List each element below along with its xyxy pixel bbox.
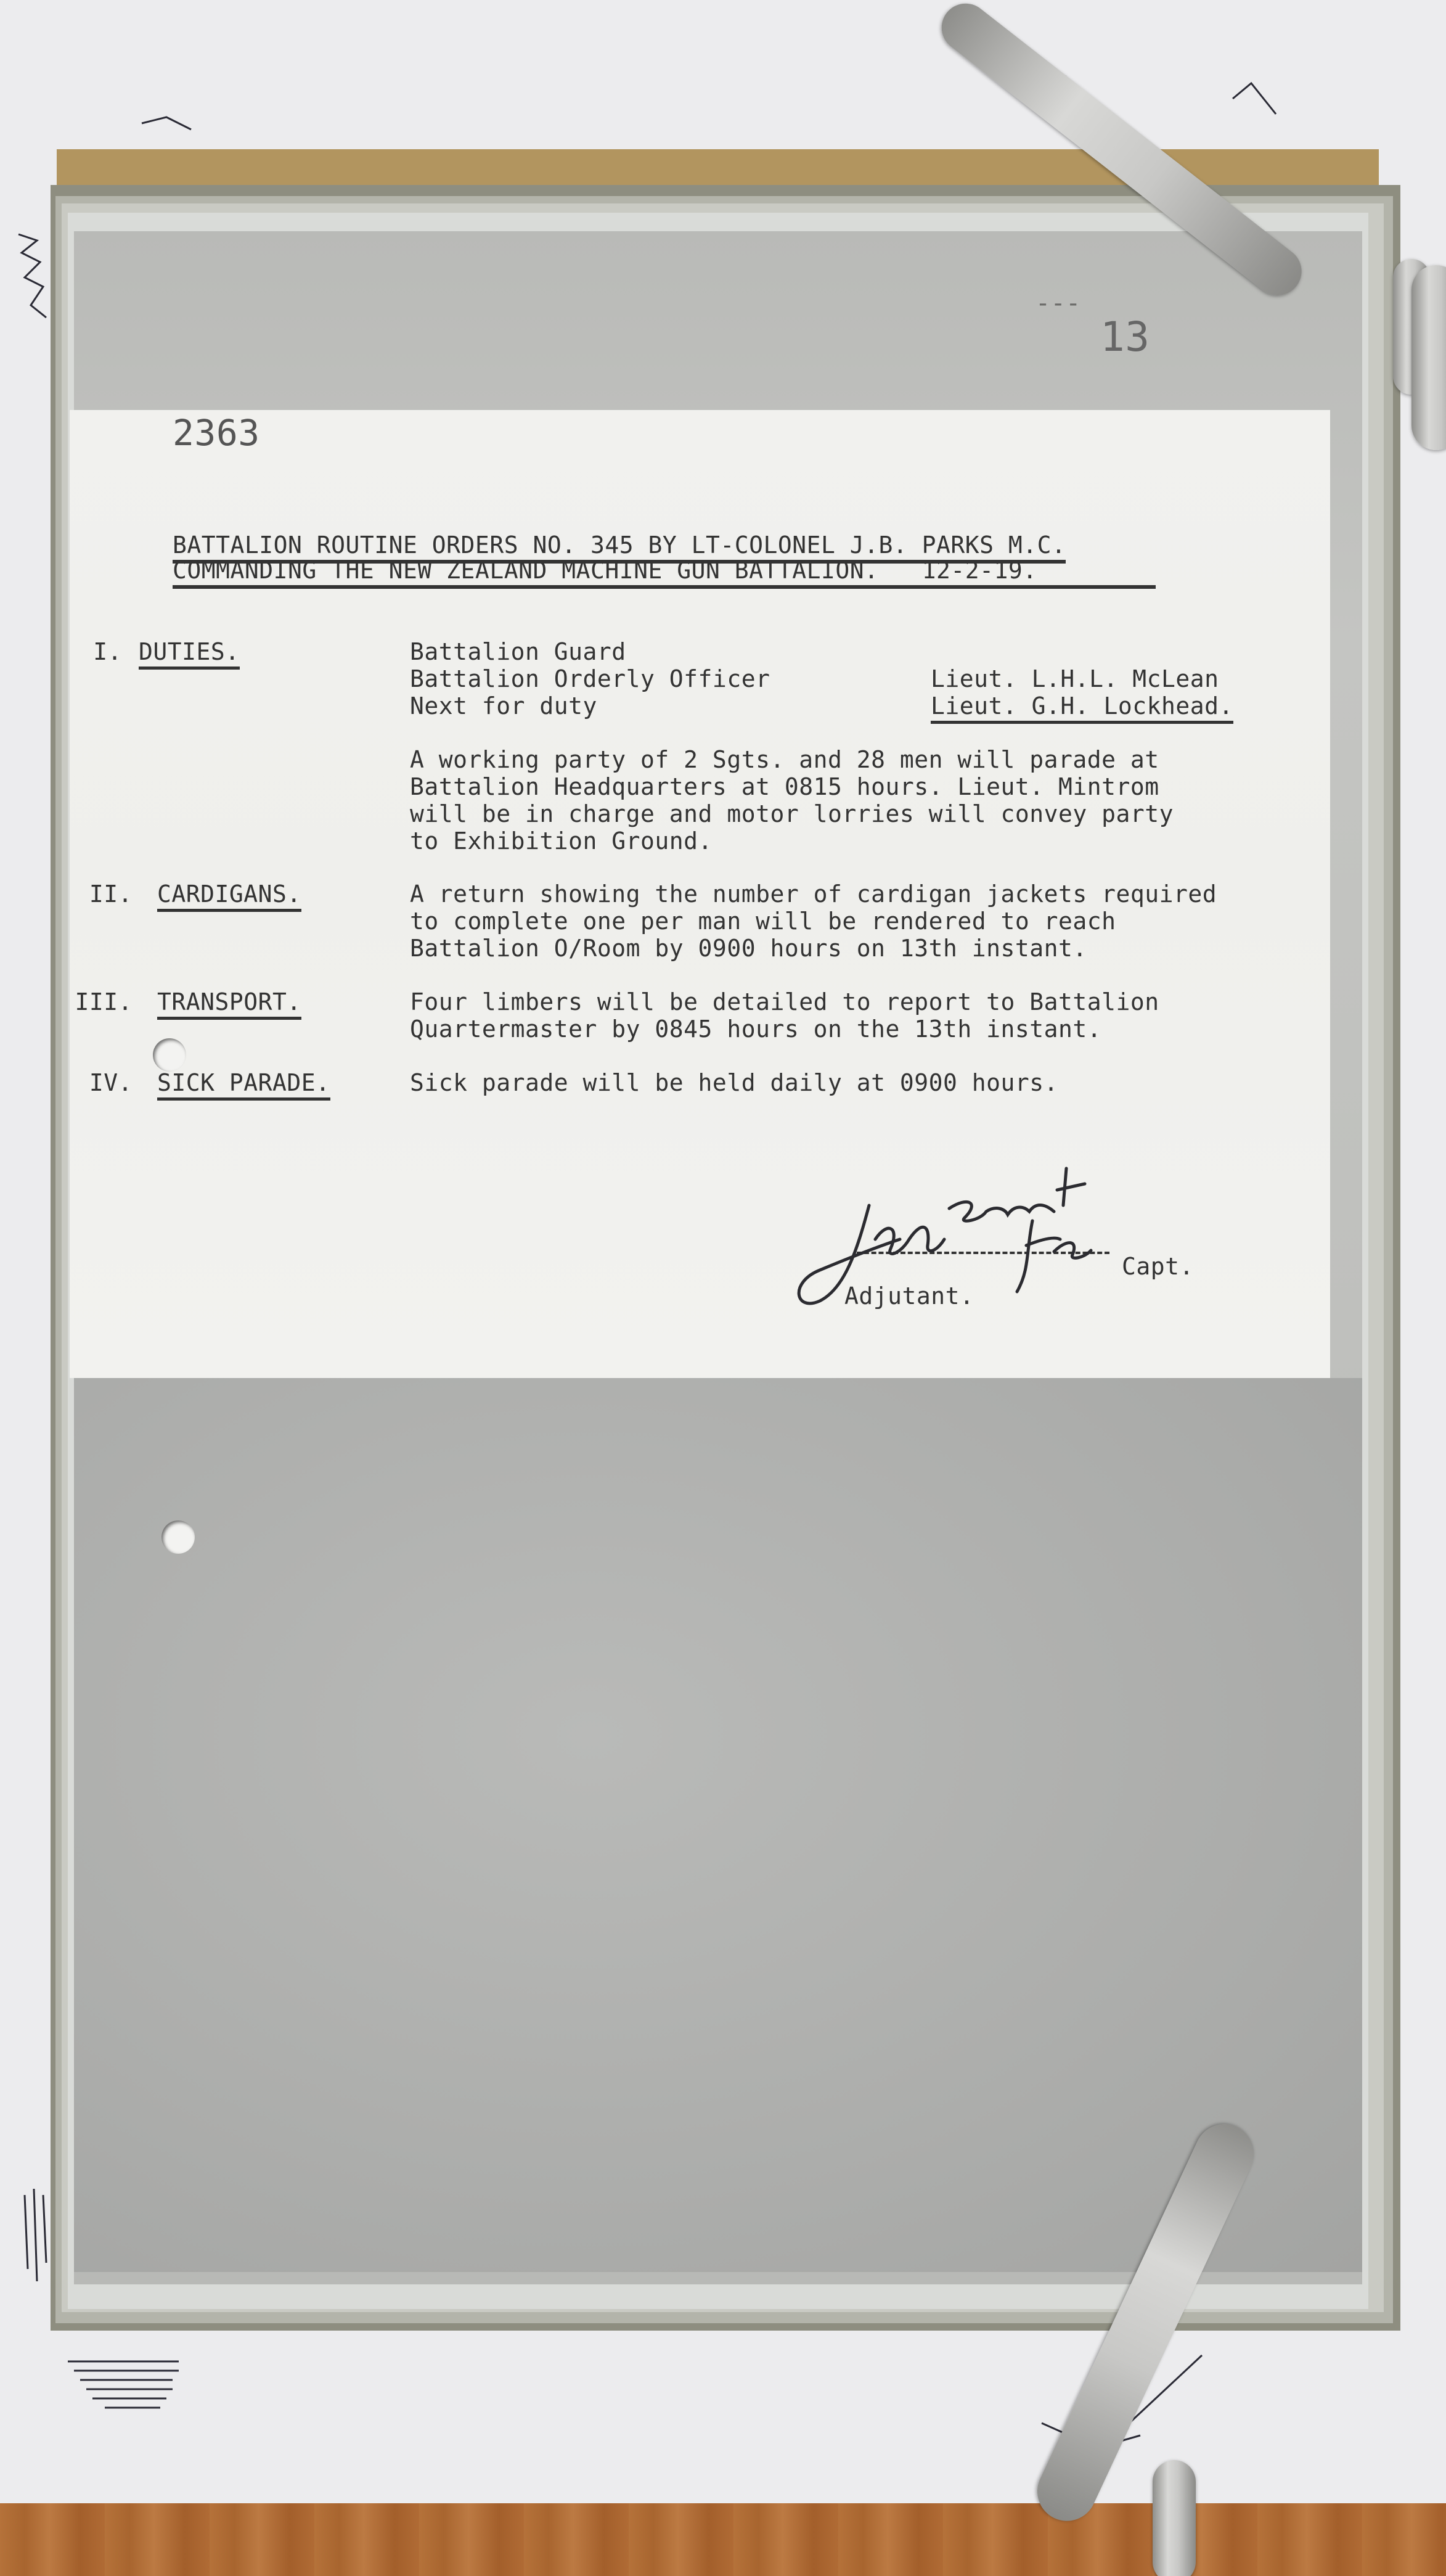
section-paragraph-line: to Exhibition Ground. — [410, 827, 713, 855]
page-number-mark: --- — [1035, 289, 1081, 318]
section-paragraph-line: Battalion Headquarters at 0815 hours. Lieut. Mintrom — [410, 773, 1159, 800]
section-number: I. — [93, 638, 122, 665]
section-paragraph-line: A working party of 2 Sgts. and 28 men will parade at — [410, 746, 1159, 773]
section-title — [157, 988, 301, 1020]
duty-officer-text: Lieut. G.H. Lockhead. — [931, 692, 1233, 724]
section-number: II. — [89, 880, 133, 908]
page-number: 13 — [1100, 313, 1150, 361]
section-number: IV. — [89, 1069, 133, 1096]
handwritten-signature — [783, 1147, 1103, 1344]
punch-hole — [153, 1038, 186, 1072]
duty-name: Battalion Guard — [410, 638, 626, 665]
duty-name: Battalion Orderly Officer — [410, 665, 770, 692]
duty-officer: Lieut. L.H.L. McLean — [931, 665, 1219, 692]
header-line-2: COMMANDING THE NEW ZEALAND MACHINE GUN BATTALION. 12-2-19. — [173, 557, 1156, 589]
duty-officer — [931, 692, 1233, 724]
section-title — [157, 880, 301, 912]
section-title-text: TRANSPORT. — [157, 988, 301, 1020]
section-paragraph-line: A return showing the number of cardigan jackets required — [410, 880, 1217, 908]
section-paragraph-line: Quartermaster by 0845 hours on the 13th instant. — [410, 1015, 1102, 1043]
section-title-text: SICK PARADE. — [157, 1069, 330, 1101]
binding-cord — [1411, 265, 1446, 450]
section-title — [157, 1069, 330, 1101]
binding-cord — [1153, 2460, 1196, 2576]
signature-title: Adjutant. — [844, 1282, 974, 1310]
section-title-text: CARDIGANS. — [157, 880, 301, 912]
section-title — [139, 638, 240, 670]
section-number: III. — [75, 988, 133, 1015]
punch-hole — [161, 1520, 195, 1554]
duty-name: Next for duty — [410, 692, 597, 720]
section-paragraph-line: Four limbers will be detailed to report to Battalion — [410, 988, 1159, 1015]
wooden-table — [0, 2503, 1446, 2576]
tissue-lower — [74, 1378, 1362, 2272]
section-title-text: DUTIES. — [139, 638, 240, 670]
signature-rank: Capt. — [1122, 1253, 1194, 1280]
section-paragraph-line: Battalion O/Room by 0900 hours on 13th instant. — [410, 935, 1087, 962]
section-paragraph-line: will be in charge and motor lorries will convey party — [410, 800, 1174, 827]
section-paragraph-line: Sick parade will be held daily at 0900 hours. — [410, 1069, 1059, 1096]
header-line-1-text: BATTALION ROUTINE ORDERS NO. 345 BY LT-COLONEL J.B. PARKS M.C. — [173, 531, 1066, 564]
section-paragraph-line: to complete one per man will be rendered to reach — [410, 908, 1116, 935]
document-number: 2363 — [173, 412, 260, 454]
